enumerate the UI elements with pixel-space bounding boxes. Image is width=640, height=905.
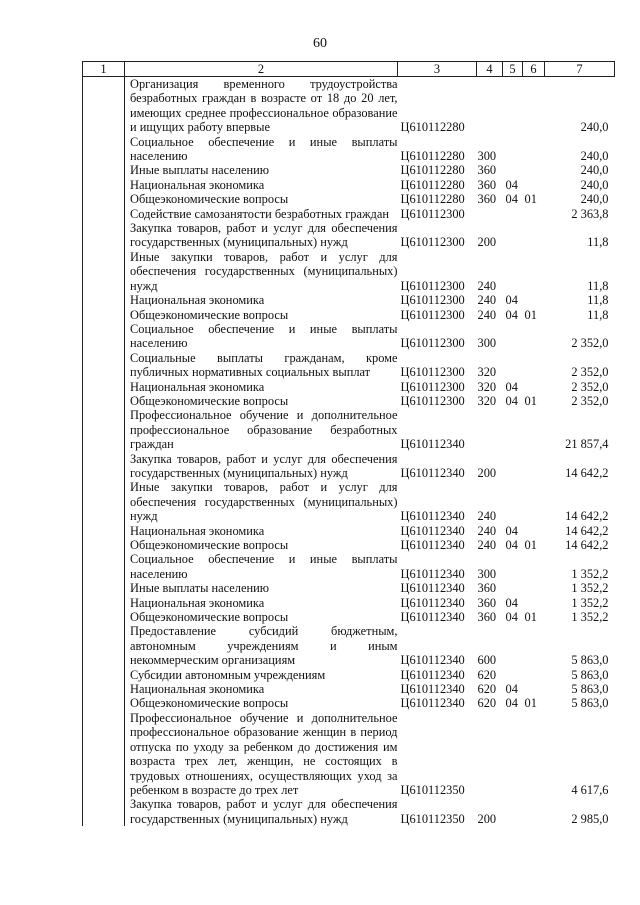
item-name-cell: Национальная экономика [130,379,265,394]
section-cell [503,351,523,380]
item-name-cell: Социальные выплаты гражданам, кроме публичных нормативных социальных выплат [130,350,398,380]
amount-cell: 240,0 [580,149,609,164]
section-cell [503,322,523,351]
item-name-cell: Профессиональное обучение и дополнительное профессиональное образование женщин в период отпуска по уходу за ребенком до достижения им возраста трех лет, женщин, не состоящих в трудовых отношениях, осуществляющих уход за ребенком в возрасте до трех лет [130,710,398,797]
row-index-cell [83,394,125,408]
amount-cell: 14 642,2 [565,538,609,552]
table-row [83,696,615,710]
row-index-cell [83,408,125,451]
table-row [83,163,615,177]
row-index-cell [83,250,125,293]
amount-cell: 2 352,0 [571,379,609,394]
target-code-cell: Ц610112300 [400,307,465,322]
expense-type-cell: 240 [477,307,497,322]
target-code-cell: Ц610112340 [400,682,465,697]
row-index-cell [83,668,125,682]
section-cell: 04 [505,293,518,308]
table-row [83,178,615,192]
expense-type-cell: 320 [477,365,497,380]
item-name-cell: Общеэкономические вопросы [130,192,289,207]
amount-cell: 5 863,0 [571,653,609,668]
table-row [83,452,615,481]
column-header: 1 [83,62,125,77]
column-header: 7 [545,62,615,77]
table-row [83,322,615,351]
subsection-cell [523,668,545,682]
expense-type-cell: 240 [477,293,497,308]
table-row [83,250,615,293]
table-row [83,552,615,581]
item-name-cell: Общеэкономические вопросы [130,307,289,322]
table-row [83,135,615,164]
expense-type-cell [477,77,503,135]
amount-cell: 14 642,2 [565,509,609,524]
amount-cell: 11,8 [587,307,609,322]
subsection-cell [523,293,545,307]
item-name-cell: Общеэкономические вопросы [130,696,289,711]
subsection-cell [523,77,545,135]
expense-type-cell: 620 [477,682,497,697]
expense-type-cell: 300 [477,566,497,581]
subsection-cell [523,480,545,523]
amount-cell: 1 352,2 [571,581,609,596]
section-cell: 04 [505,682,518,697]
subsection-cell [523,797,545,826]
table-row [83,308,615,322]
target-code-cell: Ц610112340 [400,595,465,610]
section-cell [503,408,523,451]
column-header: 6 [523,62,545,77]
expense-type-cell: 360 [477,177,497,192]
table-row [83,624,615,667]
target-code-cell: Ц610112340 [400,653,465,668]
row-index-cell [83,221,125,250]
target-code-cell: Ц610112280 [400,163,465,178]
table-row [83,380,615,394]
subsection-cell [523,682,545,696]
expense-type-cell: 240 [477,523,497,538]
amount-cell: 2 985,0 [571,811,609,826]
amount-cell: 11,8 [587,293,609,308]
expense-type-cell: 360 [477,610,497,625]
table-row [83,711,615,797]
item-name-cell: Общеэкономические вопросы [130,610,289,625]
row-index-cell [83,552,125,581]
section-cell [503,668,523,682]
target-code-cell: Ц610112300 [400,393,465,408]
table-row [83,668,615,682]
section-cell [503,77,523,135]
target-code-cell: Ц610112350 [400,782,465,797]
row-index-cell [83,351,125,380]
row-index-cell [83,192,125,206]
row-index-cell [83,452,125,481]
section-cell [503,221,523,250]
table-row [83,221,615,250]
item-name-cell: Национальная экономика [130,293,265,308]
amount-cell: 240,0 [580,177,609,192]
subsection-cell: 01 [524,192,537,207]
expense-type-cell: 360 [477,192,497,207]
item-name-cell: Общеэкономические вопросы [130,393,289,408]
amount-cell: 2 363,8 [571,206,609,221]
section-cell: 04 [505,610,518,625]
section-cell [503,624,523,667]
table-row [83,192,615,206]
target-code-cell: Ц610112280 [400,177,465,192]
amount-cell: 14 642,2 [565,465,609,480]
item-name-cell: Закупка товаров, работ и услуг для обеспечения государственных (муниципальных) нужд [130,797,398,826]
expense-type-cell [477,207,503,221]
item-name-cell: Организация временного трудоустройства безработных граждан в возрасте от 18 до 20 лет, имеющих среднее профессиональное образование и ищущих работу впервые [130,77,398,135]
expense-type-cell: 300 [477,336,497,351]
amount-cell: 240,0 [580,163,609,178]
row-index-cell [83,581,125,595]
budget-table [82,61,615,826]
row-index-cell [83,682,125,696]
item-name-cell: Иные выплаты населению [130,581,269,596]
amount-cell: 2 352,0 [571,393,609,408]
target-code-cell: Ц610112280 [400,192,465,207]
table-row [83,797,615,826]
subsection-cell [523,135,545,164]
section-cell: 04 [505,192,518,207]
subsection-cell [523,207,545,221]
subsection-cell: 01 [524,610,537,625]
amount-cell: 21 857,4 [565,437,609,452]
target-code-cell: Ц610112340 [400,581,465,596]
row-index-cell [83,308,125,322]
table-row [83,408,615,451]
row-index-cell [83,380,125,394]
target-code-cell: Ц610112350 [400,811,465,826]
row-index-cell [83,538,125,552]
expense-type-cell: 620 [477,696,497,711]
amount-cell: 1 352,2 [571,566,609,581]
subsection-cell [523,250,545,293]
subsection-cell [523,711,545,797]
expense-type-cell [477,408,503,451]
section-cell: 04 [505,393,518,408]
expense-type-cell: 320 [477,379,497,394]
amount-cell: 1 352,2 [571,610,609,625]
subsection-cell [523,163,545,177]
amount-cell: 5 863,0 [571,667,609,682]
subsection-cell [523,178,545,192]
target-code-cell: Ц610112300 [400,278,465,293]
column-header: 5 [503,62,523,77]
amount-cell: 11,8 [587,278,609,293]
expense-type-cell: 620 [477,667,497,682]
item-name-cell: Национальная экономика [130,595,265,610]
expense-type-cell: 360 [477,595,497,610]
expense-type-cell: 600 [477,653,497,668]
table-body [83,77,615,827]
section-cell [503,163,523,177]
subsection-cell: 01 [524,538,537,552]
item-name-cell: Национальная экономика [130,682,265,697]
target-code-cell: Ц610112340 [400,538,465,552]
section-cell: 04 [505,379,518,394]
amount-cell: 2 352,0 [571,365,609,380]
row-index-cell [83,610,125,624]
item-name-cell: Профессиональное обучение и дополнительное профессиональное образование безработных граждан [130,408,398,452]
subsection-cell [523,351,545,380]
amount-cell: 5 863,0 [571,696,609,711]
target-code-cell: Ц610112300 [400,379,465,394]
item-name-cell: Социальное обеспечение и иные выплаты населению [130,321,398,351]
expense-type-cell: 320 [477,393,497,408]
item-name-cell: Иные выплаты населению [130,163,269,178]
item-name-cell: Содействие самозанятости безработных граждан [130,206,389,221]
subsection-cell [523,221,545,250]
subsection-cell [523,380,545,394]
column-number-row [83,62,615,77]
target-code-cell: Ц610112340 [400,465,465,480]
section-cell [503,552,523,581]
target-code-cell: Ц610112340 [400,566,465,581]
column-header: 4 [477,62,503,77]
expense-type-cell: 200 [477,811,497,826]
table-row [83,394,615,408]
expense-type-cell: 300 [477,149,497,164]
target-code-cell: Ц610112340 [400,696,465,711]
expense-type-cell: 200 [477,235,497,250]
target-code-cell: Ц610112280 [400,149,465,164]
item-name-cell: Национальная экономика [130,523,265,538]
section-cell [503,480,523,523]
table-row [83,682,615,696]
expense-type-cell: 360 [477,581,497,596]
amount-cell: 1 352,2 [571,595,609,610]
table-row [83,293,615,307]
row-index-cell [83,480,125,523]
amount-cell: 14 642,2 [565,523,609,538]
row-index-cell [83,322,125,351]
amount-cell: 11,8 [587,235,609,250]
section-cell [503,135,523,164]
table-row [83,77,615,135]
table-row [83,596,615,610]
item-name-cell: Общеэкономические вопросы [130,538,289,552]
row-index-cell [83,711,125,797]
expense-type-cell: 360 [477,163,497,178]
amount-cell: 240,0 [580,120,609,135]
subsection-cell [523,452,545,481]
row-index-cell [83,163,125,177]
section-cell [503,797,523,826]
section-cell [503,581,523,595]
item-name-cell: Закупка товаров, работ и услуг для обеспечения государственных (муниципальных) нужд [130,451,398,480]
amount-cell: 240,0 [580,192,609,207]
subsection-cell [523,524,545,538]
item-name-cell: Национальная экономика [130,177,265,192]
row-index-cell [83,624,125,667]
subsection-cell [523,408,545,451]
target-code-cell: Ц610112340 [400,437,465,452]
target-code-cell: Ц610112300 [400,206,465,221]
expense-type-cell: 200 [477,465,497,480]
table-row [83,480,615,523]
table-row [83,538,615,552]
target-code-cell: Ц610112280 [400,120,465,135]
column-header: 2 [125,62,398,77]
section-cell [503,207,523,221]
item-name-cell: Социальное обеспечение и иные выплаты населению [130,134,398,164]
table-row [83,351,615,380]
section-cell: 04 [505,696,518,711]
subsection-cell [523,322,545,351]
item-name-cell: Иные закупки товаров, работ и услуг для обеспечения государственных (муниципальных) нужд [130,249,398,293]
expense-type-cell: 240 [477,278,497,293]
row-index-cell [83,293,125,307]
subsection-cell [523,552,545,581]
row-index-cell [83,596,125,610]
expense-type-cell: 240 [477,538,497,552]
subsection-cell: 01 [524,307,537,322]
subsection-cell: 01 [524,696,537,711]
row-index-cell [83,77,125,135]
subsection-cell [523,596,545,610]
target-code-cell: Ц610112300 [400,293,465,308]
column-header: 3 [398,62,477,77]
row-index-cell [83,207,125,221]
row-index-cell [83,178,125,192]
row-index-cell [83,135,125,164]
item-name-cell: Иные закупки товаров, работ и услуг для обеспечения государственных (муниципальных) нужд [130,480,398,524]
item-name-cell: Субсидии автономным учреждениям [130,667,326,682]
section-cell [503,452,523,481]
expense-type-cell [477,711,503,797]
page-number: 60 [313,36,327,51]
subsection-cell [523,624,545,667]
table-row [83,207,615,221]
item-name-cell: Предоставление субсидий бюджетным, автономным учреждениям и иным некоммерческим организациям [130,624,398,668]
section-cell: 04 [505,538,518,552]
amount-cell: 2 352,0 [571,336,609,351]
row-index-cell [83,696,125,710]
section-cell: 04 [505,307,518,322]
table-row [83,581,615,595]
section-cell: 04 [505,595,518,610]
target-code-cell: Ц610112300 [400,365,465,380]
section-cell [503,250,523,293]
subsection-cell [523,581,545,595]
target-code-cell: Ц610112340 [400,667,465,682]
item-name-cell: Социальное обеспечение и иные выплаты населению [130,552,398,581]
row-index-cell [83,797,125,826]
expense-type-cell: 240 [477,509,497,524]
row-index-cell [83,524,125,538]
amount-cell: 4 617,6 [571,782,609,797]
amount-cell: 5 863,0 [571,682,609,697]
section-cell: 04 [505,177,518,192]
target-code-cell: Ц610112340 [400,509,465,524]
target-code-cell: Ц610112340 [400,610,465,625]
target-code-cell: Ц610112340 [400,523,465,538]
table-row [83,610,615,624]
section-cell: 04 [505,523,518,538]
section-cell [503,711,523,797]
subsection-cell: 01 [524,393,537,408]
table-row [83,524,615,538]
target-code-cell: Ц610112300 [400,235,465,250]
target-code-cell: Ц610112300 [400,336,465,351]
item-name-cell: Закупка товаров, работ и услуг для обеспечения государственных (муниципальных) нужд [130,221,398,250]
